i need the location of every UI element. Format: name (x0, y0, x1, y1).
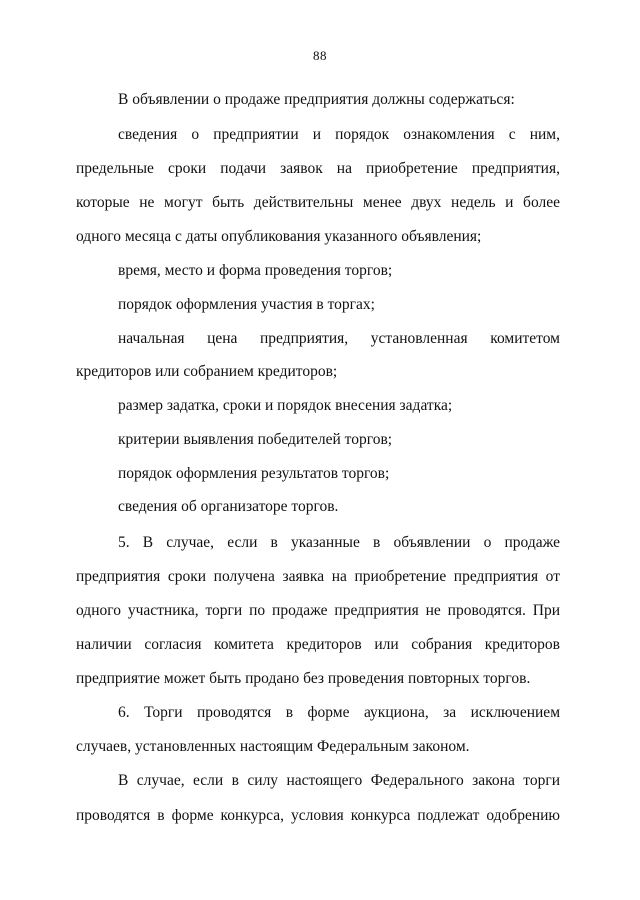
text-line: одного участника, торги по продаже предприятия не проводятся. При (76, 602, 560, 619)
text-line: В объявлении о продаже предприятия должны содержаться: (118, 91, 515, 108)
text-line: сведения об организаторе торгов. (118, 498, 339, 515)
text-line: начальная цена предприятия, установленная комитетом (118, 330, 560, 347)
text-line: В случае, если в силу настоящего Федерального закона торги (118, 772, 560, 789)
text-line: порядок оформления результатов торгов; (118, 465, 390, 482)
page-number: 88 (313, 48, 327, 63)
text-line: случаев, установленных настоящим Федеральным законом. (76, 738, 470, 755)
text-line: которые не могут быть действительны менее двух недель и более (76, 194, 560, 211)
text-line: предприятия сроки получена заявка на приобретение предприятия от (76, 568, 560, 585)
text-line: порядок оформления участия в торгах; (118, 296, 375, 313)
text-line: предприятие может быть продано без проведения повторных торгов. (76, 670, 531, 687)
text-line: критерии выявления победителей торгов; (118, 431, 393, 448)
text-line: наличии согласия комитета кредиторов или собрания кредиторов (76, 636, 560, 653)
text-line: кредиторов или собранием кредиторов; (76, 363, 338, 380)
text-line: время, место и форма проведения торгов; (118, 262, 393, 279)
text-line: предельные сроки подачи заявок на приобретение предприятия, (76, 160, 560, 177)
text-line: сведения о предприятии и порядок ознакомления с ним, (118, 126, 560, 143)
text-line: 5. В случае, если в указанные в объявлении о продаже (118, 534, 560, 551)
text-line: проводятся в форме конкурса, условия конкурса подлежат одобрению (76, 807, 560, 824)
text-line: одного месяца с даты опубликования указанного объявления; (76, 228, 482, 245)
text-line: 6. Торги проводятся в форме аукциона, за исключением (118, 704, 560, 721)
text-line: размер задатка, сроки и порядок внесения задатка; (118, 397, 453, 414)
